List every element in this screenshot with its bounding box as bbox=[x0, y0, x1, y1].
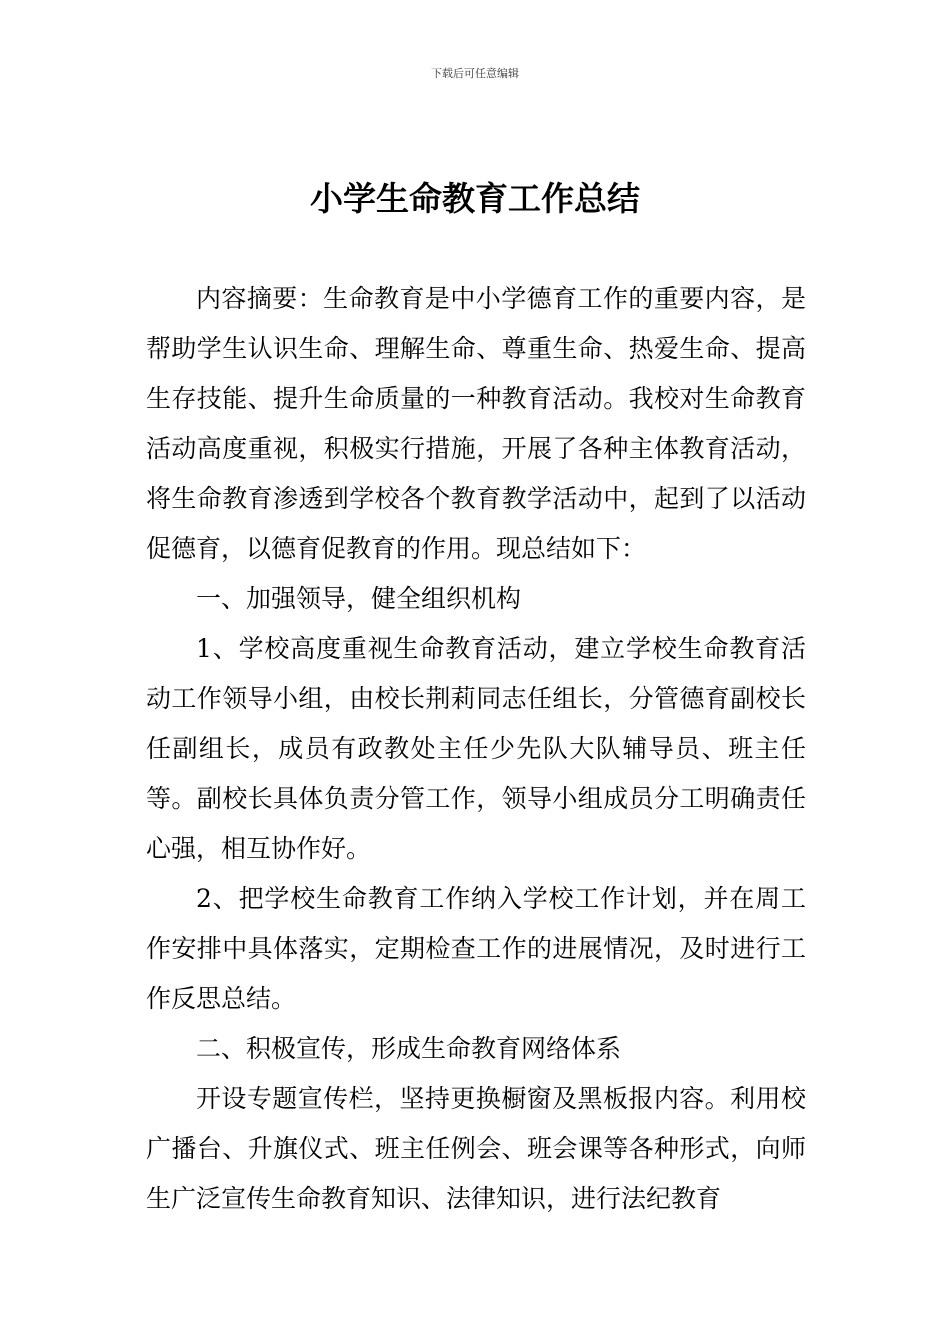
document-title: 小学生命教育工作总结 bbox=[310, 179, 640, 218]
section-heading-1: 一、加强领导，健全组织机构 bbox=[196, 584, 522, 613]
document-body bbox=[146, 274, 806, 1224]
paragraph-item-1: 1、学校高度重视生命教育活动，建立学校生命教育活动工作领导小组，由校长荆莉同志任组长，分管德育副校长任副组长，成员有政教处主任少先队大队辅导员、班主任等。副校长具体负责分管工作，领导小组成员分工明确责任心强，相互协作好。 bbox=[146, 634, 806, 863]
header-note: 下载后可任意编辑 bbox=[431, 67, 519, 80]
paragraph-publicity: 开设专题宣传栏，坚持更换橱窗及黑板报内容。利用校广播台、升旗仪式、班主任例会、班会课等各种形式，向师生广泛宣传生命教育知识、法律知识，进行法纪教育 bbox=[146, 1084, 806, 1213]
paragraph-item-2: 2、把学校生命教育工作纳入学校工作计划，并在周工作安排中具体落实，定期检查工作的进展情况，及时进行工作反思总结。 bbox=[146, 884, 806, 1013]
paragraph-abstract: 内容摘要：生命教育是中小学德育工作的重要内容，是帮助学生认识生命、理解生命、尊重生命、热爱生命、提高生存技能、提升生命质量的一种教育活动。我校对生命教育活动高度重视，积极实行措施，开展了各种主体教育活动，将生命教育渗透到学校各个教育教学活动中，起到了以活动促德育，以德育促教育的作用。现总结如下： bbox=[146, 284, 806, 563]
section-heading-2: 二、积极宣传，形成生命教育网络体系 bbox=[196, 1034, 622, 1063]
